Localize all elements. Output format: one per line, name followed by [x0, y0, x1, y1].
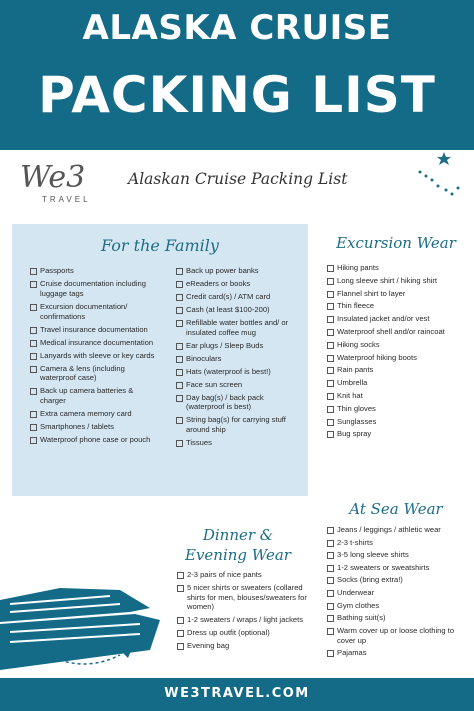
- list-item: Insulated jacket and/or vest: [327, 314, 467, 324]
- list-item: Cash (at least $100-200): [176, 305, 304, 315]
- packing-list-title: Alaskan Cruise Packing List: [128, 170, 348, 188]
- logo-sub-text: TRAVEL: [42, 195, 91, 204]
- list-item: Thin fleece: [327, 301, 467, 311]
- list-item: Camera & lens (including waterproof case): [30, 364, 160, 384]
- list-item: Pajamas: [327, 648, 467, 658]
- list-item: Flannel shirt to layer: [327, 289, 467, 299]
- at-sea-wear-heading: At Sea Wear: [349, 500, 443, 518]
- list-item: Excursion documentation/ confirmations: [30, 302, 160, 322]
- list-item: Umbrella: [327, 378, 467, 388]
- list-item: Rain pants: [327, 365, 467, 375]
- list-item: Long sleeve shirt / hiking shirt: [327, 276, 467, 286]
- list-item: 2-3 pairs of nice pants: [177, 570, 317, 580]
- list-item: Extra camera memory card: [30, 409, 160, 419]
- list-item: Dress up outfit (optional): [177, 628, 317, 638]
- list-item: Waterproof hiking boots: [327, 353, 467, 363]
- list-item: Medical insurance documentation: [30, 338, 160, 348]
- list-item: Passports: [30, 266, 160, 276]
- list-item: Smartphones / tablets: [30, 422, 160, 432]
- excursion-heading: Excursion Wear: [336, 234, 456, 252]
- list-item: Knit hat: [327, 391, 467, 401]
- list-item: Hats (waterproof is best!): [176, 367, 304, 377]
- list-item: 1-2 sweaters or sweatshirts: [327, 563, 467, 573]
- title-banner: [0, 0, 474, 150]
- family-list-right: [176, 266, 304, 451]
- dinner-heading-line2: Evening Wear: [185, 546, 291, 564]
- list-item: Ear plugs / Sleep Buds: [176, 341, 304, 351]
- list-item: Evening bag: [177, 641, 317, 651]
- list-item: Waterproof phone case or pouch: [30, 435, 160, 445]
- banner-title-line1: ALASKA CRUISE: [82, 8, 392, 48]
- dinner-evening-wear-heading: [178, 525, 298, 565]
- footer-url: WE3TRAVEL.COM: [164, 686, 310, 701]
- list-item: Waterproof shell and/or raincoat: [327, 327, 467, 337]
- list-item: Lanyards with sleeve or key cards: [30, 351, 160, 361]
- list-item: Hiking pants: [327, 263, 467, 273]
- list-item: Day bag(s) / back pack (waterproof is best): [176, 393, 304, 413]
- list-item: String bag(s) for carrying stuff around ship: [176, 415, 304, 435]
- family-list-left: [30, 266, 160, 448]
- banner-title-line2: PACKING LIST: [38, 66, 436, 124]
- list-item: 1-2 sweaters / wraps / light jackets: [177, 615, 317, 625]
- excursion-list: [327, 263, 467, 442]
- list-item: Binoculars: [176, 354, 304, 364]
- list-item: Jeans / leggings / athletic wear: [327, 525, 467, 535]
- for-the-family-section: [12, 224, 308, 496]
- cruise-ship-icon: [0, 560, 170, 690]
- list-item: Sunglasses: [327, 417, 467, 427]
- list-item: 3-5 long sleeve shirts: [327, 550, 467, 560]
- list-item: Credit card(s) / ATM card: [176, 292, 304, 302]
- list-item: Gym clothes: [327, 601, 467, 611]
- family-heading: For the Family: [101, 236, 219, 255]
- list-item: Cruise documentation including luggage tags: [30, 279, 160, 299]
- dinner-heading-line1: Dinner &: [202, 526, 274, 544]
- list-item: Socks (bring extra!): [327, 575, 467, 585]
- dinner-evening-wear-list: [177, 570, 317, 654]
- list-item: Back up power banks: [176, 266, 304, 276]
- list-item: Travel insurance documentation: [30, 325, 160, 335]
- list-item: 5 nicer shirts or sweaters (collared shirts for men, blouses/sweaters for women): [177, 583, 317, 612]
- list-item: Bug spray: [327, 429, 467, 439]
- list-item: Refillable water bottles and/ or insulated coffee mug: [176, 318, 304, 338]
- list-item: Bathing suit(s): [327, 613, 467, 623]
- list-item: Hiking socks: [327, 340, 467, 350]
- at-sea-wear-list: [327, 525, 467, 661]
- list-item: Face sun screen: [176, 380, 304, 390]
- list-item: eReaders or books: [176, 279, 304, 289]
- list-item: 2-3 t-shirts: [327, 538, 467, 548]
- list-item: Warm cover up or loose clothing to cover up: [327, 626, 467, 646]
- list-item: Back up camera batteries & charger: [30, 386, 160, 406]
- constellation-stars-icon: [380, 150, 470, 200]
- logo-main-text: We3: [20, 160, 86, 195]
- list-item: Thin gloves: [327, 404, 467, 414]
- list-item: Tissues: [176, 438, 304, 448]
- footer-bar: [0, 678, 474, 711]
- we3-travel-logo: [20, 160, 110, 210]
- list-item: Underwear: [327, 588, 467, 598]
